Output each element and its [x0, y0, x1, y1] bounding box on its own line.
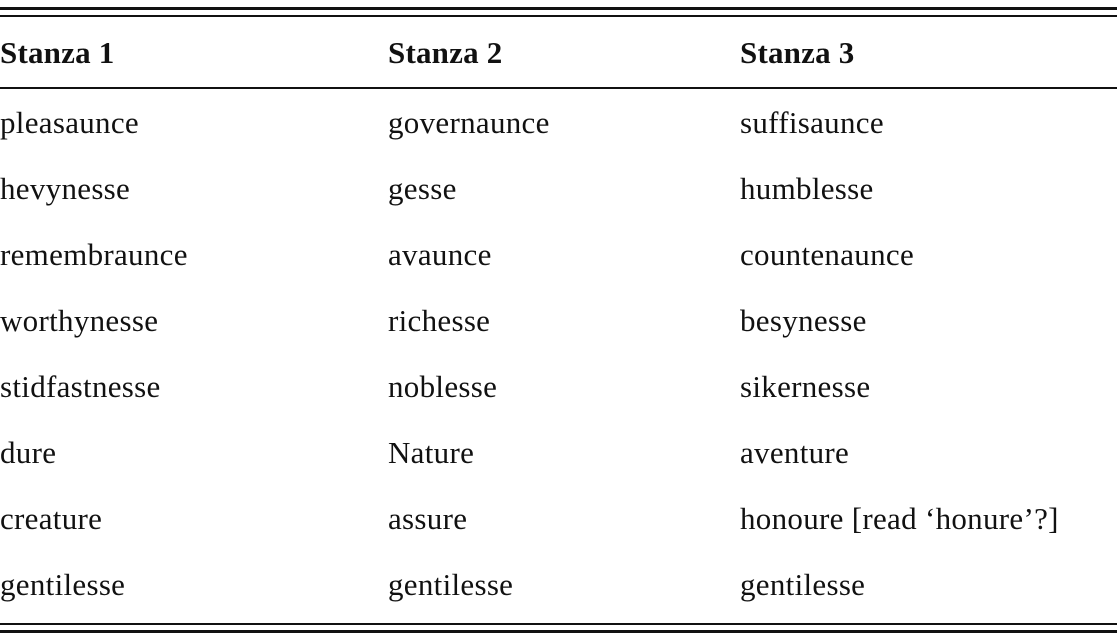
table-cell-stanza-2: governaunce [388, 105, 550, 140]
table-row [0, 354, 1117, 420]
column-header-stanza-1: Stanza 1 [0, 35, 115, 70]
table-cell-stanza-3: sikernesse [740, 369, 871, 404]
table-cell-stanza-1: pleasaunce [0, 105, 139, 140]
table-cell-stanza-1: dure [0, 435, 57, 470]
table-cell-stanza-3: honoure [read ‘honure’?] [740, 501, 1059, 536]
table-cell-stanza-2: richesse [388, 303, 491, 338]
table-cell-stanza-1: creature [0, 501, 103, 536]
table-top-rule-inner [0, 15, 1117, 17]
table-row [0, 486, 1117, 552]
table-cell-stanza-2: noblesse [388, 369, 498, 404]
table-bottom-rule-inner [0, 623, 1117, 625]
table-row [0, 288, 1117, 354]
table-cell-stanza-1: worthynesse [0, 303, 159, 338]
table-cell-stanza-3: suffisaunce [740, 105, 884, 140]
table-row [0, 552, 1117, 618]
table-cell-stanza-3: humblesse [740, 171, 874, 206]
table-cell-stanza-2: avaunce [388, 237, 492, 272]
table-cell-stanza-2: Nature [388, 435, 475, 470]
table-cell-stanza-1: gentilesse [0, 567, 126, 602]
column-header-stanza-3: Stanza 3 [740, 35, 855, 70]
table-cell-stanza-2: gesse [388, 171, 457, 206]
rhyme-words-table [0, 19, 1117, 618]
table-cell-stanza-1: hevynesse [0, 171, 131, 206]
table-row [0, 420, 1117, 486]
table-row [0, 156, 1117, 222]
table-cell-stanza-1: stidfastnesse [0, 369, 161, 404]
table-cell-stanza-3: besynesse [740, 303, 867, 338]
table-cell-stanza-3: countenaunce [740, 237, 915, 272]
column-header-stanza-2: Stanza 2 [388, 35, 503, 70]
table-cell-stanza-3: gentilesse [740, 567, 866, 602]
table-bottom-rule-outer [0, 630, 1117, 633]
table-cell-stanza-1: remembraunce [0, 237, 188, 272]
table-row [0, 87, 1117, 156]
table-cell-stanza-2: gentilesse [388, 567, 514, 602]
table-header-row [0, 19, 1117, 87]
table-top-rule-outer [0, 7, 1117, 10]
table-cell-stanza-2: assure [388, 501, 468, 536]
table-row [0, 222, 1117, 288]
table-cell-stanza-3: aventure [740, 435, 850, 470]
